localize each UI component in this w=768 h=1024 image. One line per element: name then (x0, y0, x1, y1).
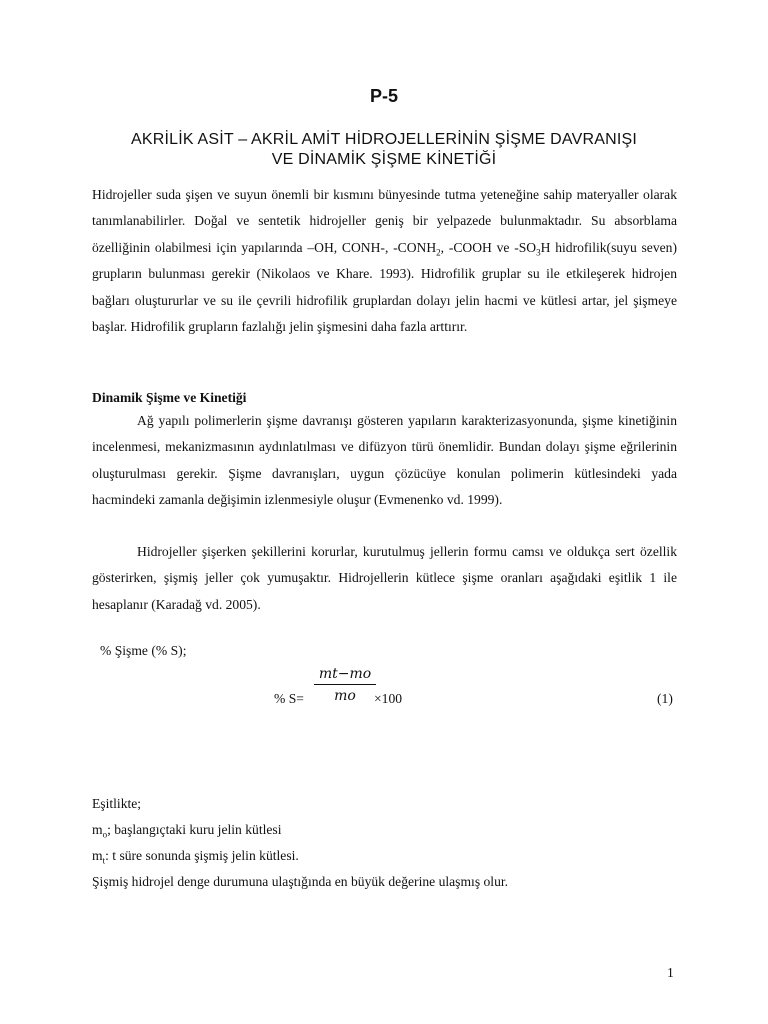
intro-text-2: , -COOH ve -SO (440, 239, 537, 255)
subscript: 2 (436, 247, 441, 258)
title-line-2: VE DİNAMİK ŞİŞME KİNETİĞİ (271, 151, 497, 168)
subscript: 3 (536, 247, 541, 258)
equation-multiplier: ×100 (374, 691, 403, 706)
section-heading: Dinamik Şişme ve Kinetiği (92, 390, 247, 405)
definition-mt (92, 848, 299, 864)
subscript: t (102, 855, 106, 866)
equation-lhs: % S= (274, 691, 304, 706)
paper-code: P-5 (369, 86, 398, 106)
title-line-1: AKRİLİK ASİT – AKRİL AMİT HİDROJELLERİNİN ŞİŞME DAVRANIŞI (130, 131, 638, 148)
equation-number: (1) (657, 691, 673, 706)
symbol-m: m (92, 848, 103, 863)
intro-text-1: Hidrojeller suda şişen ve suyun önemli bir kısmını bünyesinde tutma yeteneğine sahip materyaller olarak tanımlanabilirler. Doğal ve sentetik hidrojeller geniş bir yelpazede bulunmaktadır. Su absorblama özelliğinin olabilmesi için yapılarında –OH, CONH-, -CONH (92, 187, 677, 255)
intro-paragraph (92, 182, 677, 340)
equation-fraction (314, 666, 376, 704)
intro-text-3: H hidrofilik(suyu seven) grupların bulunması gerekir (Nikolaos ve Khare. 1993). Hidrofilik gruplar su ile etkileşerek hidrojen bağları oluştururlar ve su ile çevrili hidrofilik gruplardan dolayı jelin hacmi ve kütlesi artar, jel şişmeye başlar. Hidrofilik grupların fazlalığı jelin şişmesini daha fazla arttırır. (92, 239, 677, 335)
definitions-intro: Eşitlikte; (92, 796, 142, 811)
definition-mo (92, 822, 282, 838)
definition-text: ; başlangıçtaki kuru jelin kütlesi (107, 822, 282, 837)
paper-title (60, 130, 708, 170)
equation-numerator: mt−mo (314, 666, 376, 685)
page-number: 1 (667, 965, 674, 980)
definition-text: : t süre sonunda şişmiş jelin kütlesi. (105, 848, 299, 863)
subscript: o (102, 829, 108, 840)
symbol-m: m (92, 822, 103, 837)
equation-denominator: mo (334, 688, 356, 704)
section-paragraph-1: Ağ yapılı polimerlerin şişme davranışı gösteren yapıların karakterizasyonunda, şişme kinetiğinin incelenmesi, mekanizmasının aydınlatılması ve difüzyon türü önemlidir. Bundan dolayı şişme eğrilerinin oluşturulması gerekir. Şişme davranışları, uygun çözücüye konulan polimerin kütlesindeki yada hacmindeki zamanla değişimin izlenmesiyle oluşur (Evmenenko vd. 1999). (92, 413, 677, 508)
section-paragraph-2: Hidrojeller şişerken şekillerini korurlar, kurutulmuş jellerin formu camsı ve oldukça sert özellik gösterirken, şişmiş jeller çok yumuşaktır. Hidrojellerin kütlece şişme oranları aşağıdaki eşitlik 1 ile hesaplanır (Karadağ vd. 2005). (92, 544, 677, 612)
equation-label: % Şişme (% S); (100, 643, 187, 658)
conclusion-sentence: Şişmiş hidrojel denge durumuna ulaştığında en büyük değerine ulaşmış olur. (92, 874, 509, 889)
